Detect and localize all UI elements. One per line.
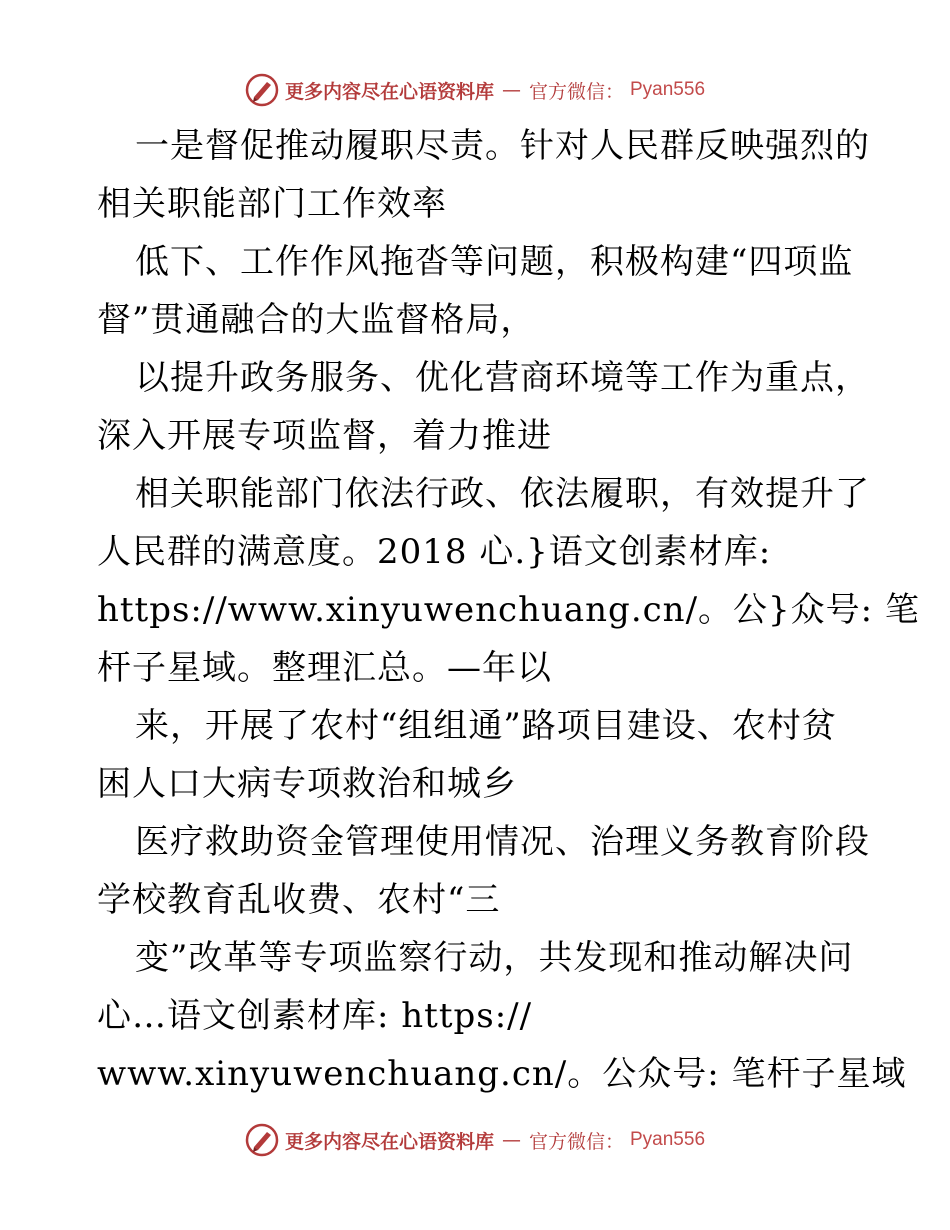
header-banner	[0, 70, 950, 110]
body-line: 心…语文创素材库: https://	[97, 996, 533, 1036]
header-banner-inner	[245, 73, 705, 107]
footer-banner	[0, 1120, 950, 1160]
body-line: 一是督促推动履职尽责。针对人民群反映强烈的	[135, 126, 870, 166]
body-line: 困人口大病专项救治和城乡	[97, 764, 517, 804]
body-line: 督”贯通融合的大监督格局，	[97, 300, 536, 340]
header-banner-separator: —	[501, 79, 521, 101]
body-line: 医疗救助资金管理使用情况、治理义务教育阶段	[135, 822, 870, 862]
body-line: 人民群的满意度。2018 心.}语文创素材库:	[97, 532, 772, 572]
body-line: 深入开展专项监督，着力推进	[97, 416, 552, 456]
body-line: 以提升政务服务、优化营商环境等工作为重点，	[135, 358, 870, 398]
body-line: 来，开展了农村“组组通”路项目建设、农村贫	[135, 706, 837, 746]
header-banner-title: 更多内容尽在心语资料库	[284, 80, 494, 103]
body-line: www.xinyuwenchuang.cn/。公众号: 笔杆子星域	[97, 1054, 907, 1094]
footer-banner-separator: —	[501, 1129, 521, 1151]
body-line: 相关职能部门依法行政、依法履职，有效提升了	[135, 474, 870, 514]
pen-logo-icon	[245, 1123, 279, 1157]
footer-banner-title: 更多内容尽在心语资料库	[284, 1130, 494, 1153]
body-line: https://www.xinyuwenchuang.cn/。公}众号: 笔	[97, 590, 920, 630]
footer-banner-wechat-label: 官方微信：	[528, 1130, 624, 1153]
document-body	[97, 117, 920, 1103]
body-line: 低下、工作作风拖沓等问题，积极构建“四项监	[135, 242, 854, 282]
body-line: 学校教育乱收费、农村“三	[97, 880, 501, 920]
footer-banner-inner	[245, 1123, 705, 1157]
footer-banner-wechat-id: Pyan556	[630, 1129, 706, 1150]
body-line: 变”改革等专项监察行动，共发现和推动解决问	[135, 938, 854, 978]
body-line: 相关职能部门工作效率	[97, 184, 447, 224]
header-banner-wechat-label: 官方微信：	[528, 80, 624, 103]
pen-logo-icon	[245, 73, 279, 107]
body-line: 杆子星域。整理汇总。—年以	[97, 648, 552, 688]
header-banner-wechat-id: Pyan556	[630, 79, 706, 100]
